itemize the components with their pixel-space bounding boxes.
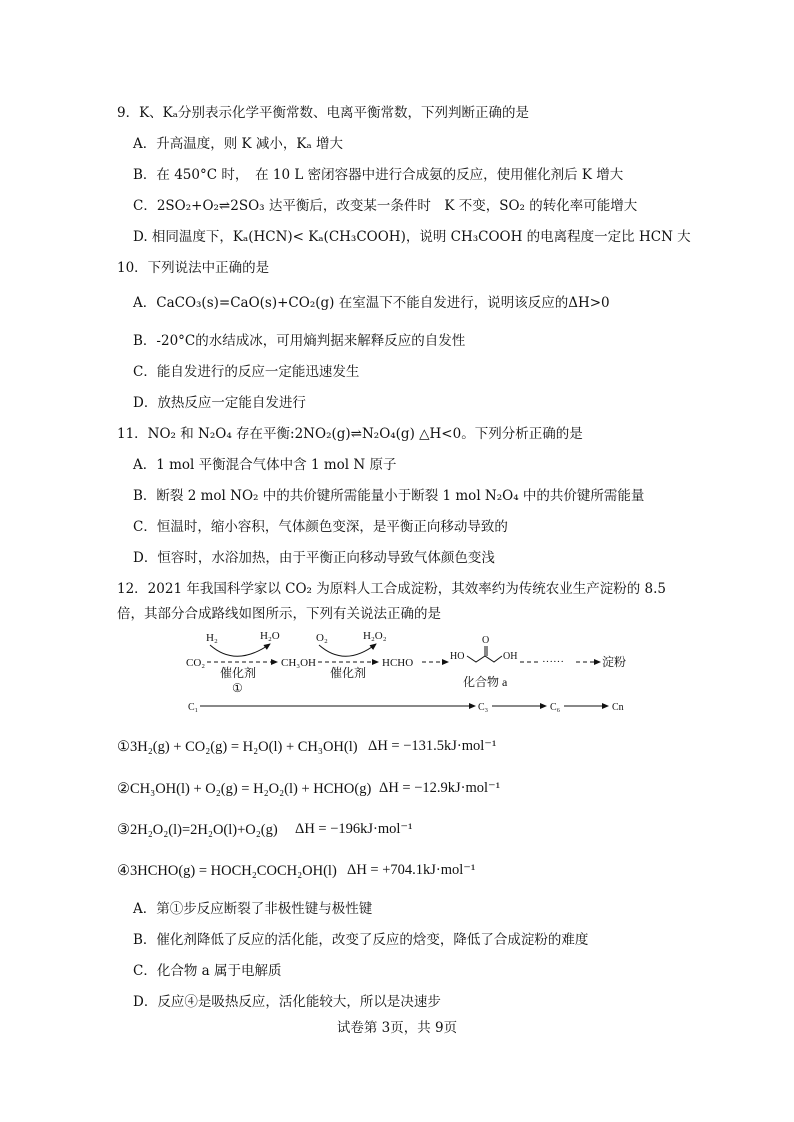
- q9-option-a: A．升高温度，则 K 减小，Kₐ 增大: [133, 136, 344, 152]
- compound-a-ho: HO: [450, 651, 465, 662]
- q10-stem: 10．下列说法中正确的是: [117, 260, 270, 276]
- product-h2o: H₂O: [260, 630, 280, 642]
- enthalpy-3: ΔH = −196kJ·mol⁻¹: [295, 821, 413, 837]
- equation-4: ④3HCHO(g) = HOCH₂COCH₂OH(l): [117, 863, 337, 879]
- q12-option-a: A．第①步反应断裂了非极性键与极性键: [133, 901, 373, 917]
- equation-3: ③2H₂O₂(l)=2H₂O(l)+O₂(g): [117, 822, 278, 838]
- carbon-cn: Cn: [612, 702, 624, 713]
- curved-arrow-1: [210, 644, 270, 656]
- species-ch3oh: CH₃OH: [281, 657, 317, 669]
- ellipsis: ······: [542, 656, 564, 668]
- reagent-o2: O₂: [316, 632, 328, 644]
- q12-stem-line1: 12．2021 年我国科学家以 CO₂ 为原料人工合成淀粉，其效率约为传统农业生产淀粉的 8.5: [117, 581, 666, 597]
- equation-2: ②CH₃OH(l) + O₂(g) = H₂O₂(l) + HCHO(g): [117, 781, 372, 797]
- enthalpy-1: ΔH = −131.5kJ·mol⁻¹: [368, 738, 497, 754]
- reagent-h2: H₂: [206, 632, 218, 644]
- q9-option-d: D. 相同温度下，Kₐ(HCN)< Kₐ(CH₃COOH)，说明 CH₃COOH 的电离程度一定比 HCN 大: [133, 229, 691, 245]
- q10-option-c: C．能自发进行的反应一定能迅速发生: [133, 364, 360, 380]
- product-starch: 淀粉: [602, 655, 627, 669]
- q10-option-b: B．-20°C的水结成冰，可用熵判据来解释反应的自发性: [133, 333, 466, 349]
- carbon-c3: C₃: [478, 702, 489, 713]
- compound-a-skeleton: [467, 656, 502, 662]
- step-1-label: ①: [232, 681, 243, 695]
- q11-option-a: A．1 mol 平衡混合气体中含 1 mol N 原子: [133, 457, 397, 473]
- catalyst-label-1: 催化剂: [220, 666, 257, 680]
- q12-option-d: D．反应④是吸热反应，活化能较大，所以是决速步: [133, 994, 441, 1010]
- product-h2o2: H₂O₂: [363, 630, 387, 642]
- curved-arrow-2: [319, 644, 376, 656]
- compound-a-oh: OH: [503, 651, 518, 662]
- compound-a-o: O: [482, 635, 490, 646]
- species-hcho: HCHO: [382, 657, 414, 669]
- q11-option-d: D．恒容时，水浴加热，由于平衡正向移动导致气体颜色变浅: [133, 550, 495, 566]
- carbon-c6: C₆: [550, 702, 561, 713]
- q11-option-b: B．断裂 2 mol NO₂ 中的共价键所需能量小于断裂 1 mol N₂O₄ 中的共价键所需能量: [133, 488, 645, 504]
- q11-option-c: C．恒温时，缩小容积，气体颜色变深，是平衡正向移动导致的: [133, 519, 508, 535]
- q12-option-b: B．催化剂降低了反应的活化能，改变了反应的焓变，降低了合成淀粉的难度: [133, 932, 589, 948]
- q10-option-d: D．放热反应一定能自发进行: [133, 395, 306, 411]
- enthalpy-2: ΔH = −12.9kJ·mol⁻¹: [379, 780, 501, 796]
- carbon-c1: C₁: [188, 702, 199, 713]
- catalyst-label-2: 催化剂: [330, 666, 367, 680]
- q9-stem: 9．K、Kₐ分别表示化学平衡常数、电离平衡常数，下列判断正确的是: [117, 105, 529, 121]
- compound-a-label: 化合物 a: [463, 675, 508, 689]
- q9-option-b: B．在 450°C 时， 在 10 L 密闭容器中进行合成氨的反应，使用催化剂后 K 增大: [133, 167, 624, 183]
- q10-option-a: A．CaCO₃(s)=CaO(s)+CO₂(g) 在室温下不能自发进行，说明该反应的ΔH>0: [133, 295, 610, 311]
- q12-stem-line2: 倍，其部分合成路线如图所示，下列有关说法正确的是: [117, 606, 441, 622]
- equation-1: ①3H₂(g) + CO₂(g) = H₂O(l) + CH₃OH(l): [117, 739, 358, 755]
- synthesis-route-diagram: [180, 626, 640, 718]
- q11-stem: 11．NO₂ 和 N₂O₄ 存在平衡:2NO₂(g)⇌N₂O₄(g) △H<0。下列分析正确的是: [117, 426, 583, 442]
- species-co2: CO₂: [186, 657, 206, 669]
- page-footer: 试卷第 3页，共 9页: [336, 1020, 458, 1036]
- q12-option-c: C．化合物 a 属于电解质: [133, 963, 282, 979]
- enthalpy-4: ΔH = +704.1kJ·mol⁻¹: [347, 862, 476, 878]
- q9-option-c: C．2SO₂+O₂⇌2SO₃ 达平衡后，改变某一条件时 K 不变，SO₂ 的转化率可能增大: [133, 198, 638, 214]
